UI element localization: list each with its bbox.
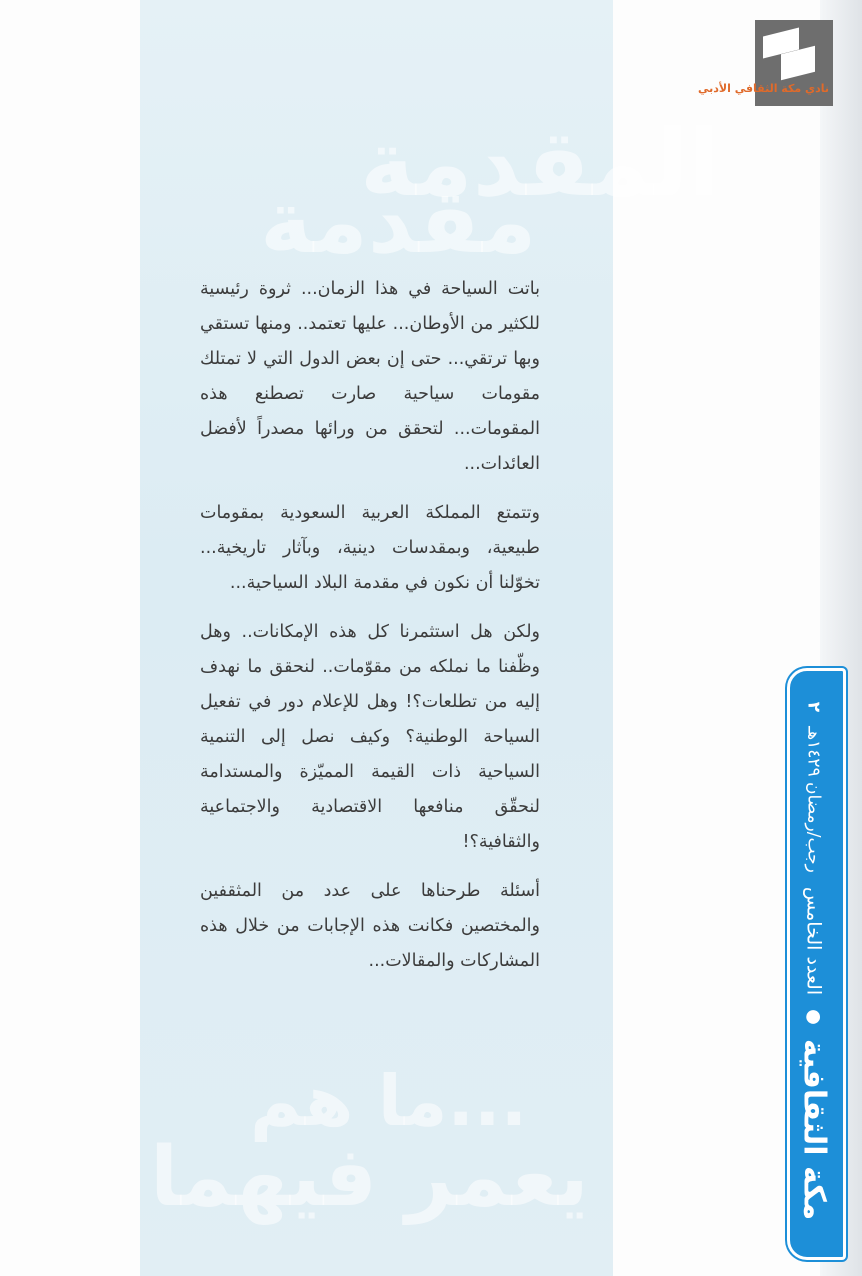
- ghost-heading-2: مقدمة: [260, 170, 537, 273]
- issue-label: العدد الخامس: [803, 886, 825, 996]
- paragraph: وتتمتع المملكة العربية السعودية بمقومات طبيعية، وبمقدسات دينية، وبآثار تاريخية... تخوّلنا أن نكون في مقدمة البلاد السياحية...: [200, 503, 540, 593]
- paragraph: باتت السياحة في هذا الزمان... ثروة رئيسية للكثير من الأوطان... عليها تعتمد.. ومنها تستقي وبها ترتقي... حتى إن بعض الدول التي لا تمتلك مقومات سياحية صارت تصطنع هذه المقومات... لتحقق من ورائها مصدراً لأفضل العائدات...: [200, 279, 540, 474]
- side-tab-text: [797, 702, 832, 1221]
- paragraph: ولكن هل استثمرنا كل هذه الإمكانات.. وهل وظّفنا ما نملكه من مقوّمات.. لنحقق ما نهدف إليه من تطلعات؟! وهل للإعلام دور في تفعيل السياحة الوطنية؟ وكيف نصل إلى التنمية السياحية ذات القيمة المميّزة والمستدامة لنحقّق منافعها الاقتصادية والاجتماعية والثقافية؟!: [200, 622, 540, 852]
- paragraph: أسئلة طرحناها على عدد من المثقفين والمختصين فكانت هذه الإجابات من خلال هذه المشاركات والمقالات...: [200, 881, 540, 971]
- issue-date: رجب/رمضان ١٤٢٩هـ: [804, 726, 824, 873]
- editorial-article: [200, 272, 540, 993]
- logo-script-text: نادي مكة الثقافي الأدبي: [698, 82, 829, 95]
- ghost-heading-4: يعمر فيهما: [150, 1130, 589, 1225]
- separator-dot-icon: ●: [803, 1009, 825, 1025]
- publisher-logo-icon: [698, 20, 833, 106]
- magazine-title: مكة الثقافية: [796, 1038, 832, 1221]
- ghost-heading-3: ...ما هم: [250, 1060, 528, 1142]
- ghost-heading-1: المقدمة: [360, 110, 720, 217]
- page-number: ٢: [804, 701, 824, 713]
